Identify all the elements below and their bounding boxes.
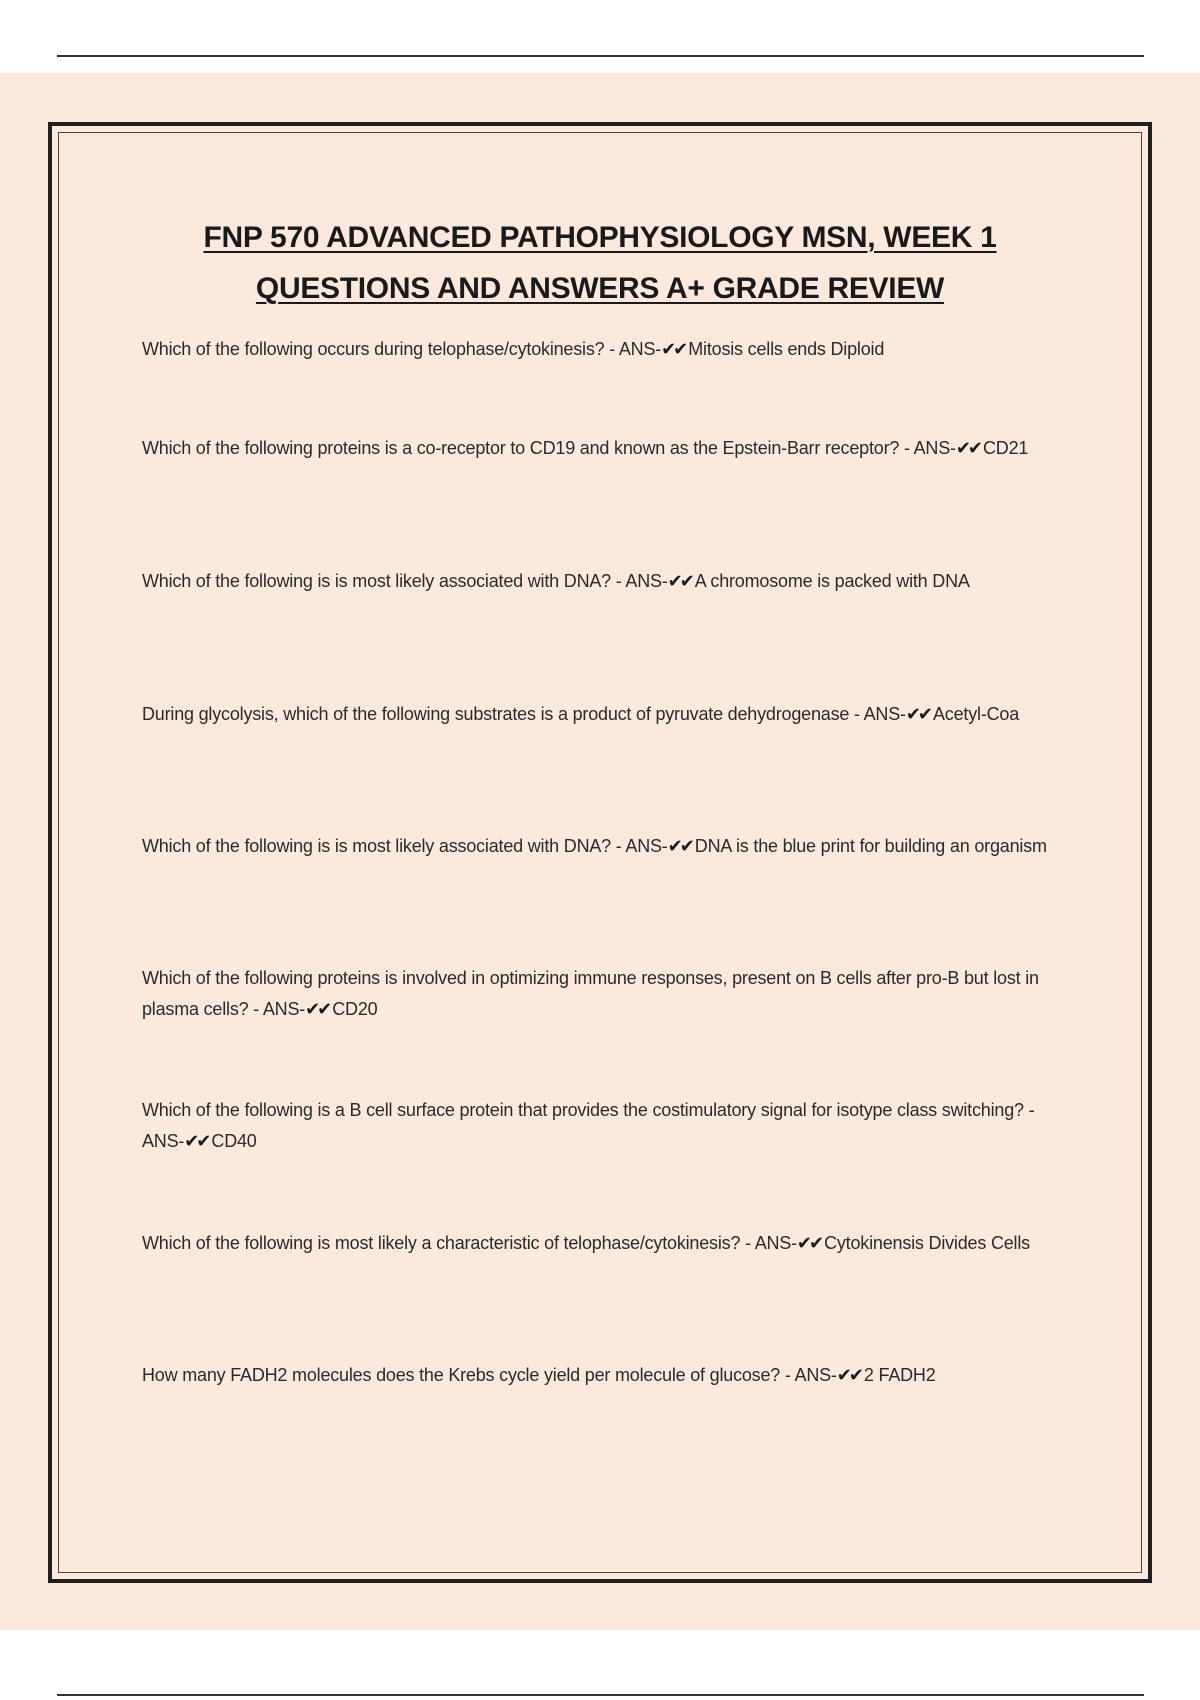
double-check-icon: ✔✔ (667, 836, 692, 857)
qa-item: Which of the following proteins is involved in optimizing immune responses, present on B cells after pro-B but lost in plasma cells? - ANS-✔✔ CD20 (142, 963, 1072, 1025)
answer-text: Acetyl-Coa (933, 704, 1020, 724)
question-text: Which of the following proteins is involved in optimizing immune responses, present on B cells after pro-B but lost in plasma cells? (142, 968, 1039, 1019)
title-line-2: QUESTIONS AND ANSWERS A+ GRADE REVIEW (255, 272, 945, 305)
qa-item: During glycolysis, which of the following substrates is a product of pyruvate dehydrogenase - ANS-✔✔ Acetyl-Coa (142, 699, 1072, 730)
ans-label: ANS- (794, 1365, 837, 1385)
answer-text: Mitosis cells ends Diploid (688, 339, 885, 359)
answer-text: CD20 (332, 999, 378, 1019)
answer-text: CD21 (983, 438, 1029, 458)
double-check-icon: ✔✔ (796, 1233, 822, 1254)
question-text: Which of the following is is most likely associated with DNA? (142, 571, 611, 591)
question-text: Which of the following occurs during telophase/cytokinesis? (142, 339, 605, 359)
answer-text: Cytokinensis Divides Cells (824, 1233, 1030, 1253)
ans-label: ANS- (142, 1131, 185, 1151)
qa-item: How many FADH2 molecules does the Krebs cycle yield per molecule of glucose? - ANS-✔✔ 2 FADH2 (142, 1360, 1072, 1391)
answer-text: 2 FADH2 (863, 1365, 936, 1385)
qa-item: Which of the following is is most likely associated with DNA? - ANS-✔✔ DNA is the blue print for building an organism (142, 831, 1072, 862)
qa-item: Which of the following is most likely a characteristic of telophase/cytokinesis? - ANS-✔✔ Cytokinensis Divides Cells (142, 1228, 1072, 1259)
qa-item: Which of the following occurs during telophase/cytokinesis? - ANS-✔✔ Mitosis cells ends Diploid (142, 334, 1072, 365)
ans-label: ANS- (913, 438, 956, 458)
question-text: Which of the following is most likely a characteristic of telophase/cytokinesis? (142, 1233, 741, 1253)
double-check-icon: ✔✔ (905, 704, 930, 725)
double-check-icon: ✔✔ (661, 339, 686, 360)
double-check-icon: ✔✔ (305, 999, 330, 1020)
bottom-divider (57, 1694, 1144, 1696)
answer-text: A chromosome is packed with DNA (694, 571, 970, 591)
document-title (100, 212, 1100, 314)
qa-item: Which of the following is a B cell surface protein that provides the costimulatory signal for isotype class switching? - ANS-✔✔ CD40 (142, 1095, 1072, 1157)
title-line-1: FNP 570 ADVANCED PATHOPHYSIOLOGY MSN, WEEK 1 (203, 221, 997, 254)
qa-item: Which of the following proteins is a co-receptor to CD19 and known as the Epstein-Barr receptor? - ANS-✔✔ CD21 (142, 433, 1072, 464)
ans-label: ANS- (625, 836, 668, 856)
question-text: Which of the following is a B cell surface protein that provides the costimulatory signal for isotype class switching? (142, 1100, 1024, 1120)
qa-item: Which of the following is is most likely associated with DNA? - ANS-✔✔ A chromosome is packed with DNA (142, 566, 1072, 597)
question-text: Which of the following is is most likely associated with DNA? (142, 836, 611, 856)
ans-label: ANS- (618, 339, 662, 359)
double-check-icon: ✔✔ (836, 1365, 861, 1386)
double-check-icon: ✔✔ (955, 438, 980, 459)
question-text: How many FADH2 molecules does the Krebs cycle yield per molecule of glucose? (142, 1365, 781, 1385)
top-divider (57, 55, 1144, 57)
double-check-icon: ✔✔ (184, 1131, 209, 1152)
question-text: During glycolysis, which of the following substrates is a product of pyruvate dehydrogenase (142, 704, 850, 724)
ans-label: ANS- (625, 571, 668, 591)
question-text: Which of the following proteins is a co-receptor to CD19 and known as the Epstein-Barr receptor? (142, 438, 900, 458)
answer-text: DNA is the blue print for building an organism (694, 836, 1047, 856)
ans-label: ANS- (754, 1233, 797, 1253)
double-check-icon: ✔✔ (667, 571, 692, 592)
ans-label: ANS- (863, 704, 906, 724)
ans-label: ANS- (262, 999, 306, 1019)
answer-text: CD40 (211, 1131, 257, 1151)
